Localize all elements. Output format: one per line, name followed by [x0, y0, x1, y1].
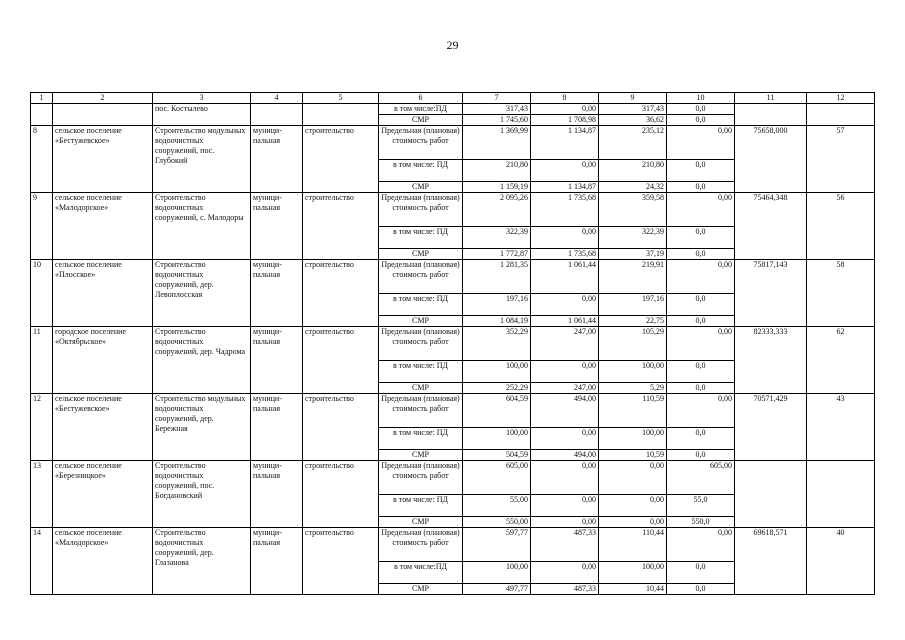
- cell-source-b: 36,62: [599, 115, 667, 126]
- cell-source-c: 0,00: [667, 327, 735, 361]
- cell-total: 100,00: [463, 361, 531, 383]
- cell-source-b: 235,12: [599, 126, 667, 160]
- column-number-10: 10: [667, 93, 735, 104]
- cell-source-c: 0,00: [667, 126, 735, 160]
- column-number-11: 11: [735, 93, 807, 104]
- cell-col12-value: [807, 461, 875, 528]
- cell-source-a: 247,00: [531, 327, 599, 361]
- cell-number: 11: [31, 327, 53, 394]
- column-number-1: 1: [31, 93, 53, 104]
- column-number-8: 8: [531, 93, 599, 104]
- table-row: [31, 126, 875, 160]
- cell-source-c: 0,00: [667, 193, 735, 227]
- cell-total: 1 159,19: [463, 182, 531, 193]
- cell-total: 197,16: [463, 294, 531, 316]
- table-row: [31, 260, 875, 294]
- cell-source-c: 0,0: [667, 428, 735, 450]
- table-row: [31, 528, 875, 562]
- cell-col12-value: 57: [807, 126, 875, 193]
- cell-source-a: 1 134,87: [531, 126, 599, 160]
- cell-indicator: СМР: [379, 182, 463, 193]
- table-row: [31, 193, 875, 227]
- cell-source-a: 247,00: [531, 383, 599, 394]
- cell-source-a: 0,00: [531, 104, 599, 115]
- cell-source-b: 10,59: [599, 450, 667, 461]
- cell-source-c: 0,0: [667, 361, 735, 383]
- cell-source-b: 197,16: [599, 294, 667, 316]
- column-number-2: 2: [53, 93, 153, 104]
- cell-source-c: 0,0: [667, 115, 735, 126]
- cell-source-b: 0,00: [599, 495, 667, 517]
- cell-source-b: 0,00: [599, 461, 667, 495]
- cell-source-b: 110,44: [599, 528, 667, 562]
- cell-total: 317,43: [463, 104, 531, 115]
- cell-source-a: 0,00: [531, 227, 599, 249]
- cell-indicator: в том числе: ПД: [379, 227, 463, 249]
- cell-indicator: Предельная (плановая) стоимость работ: [379, 528, 463, 562]
- cell-source-a: 487,33: [531, 528, 599, 562]
- cell-settlement: сельское поселение «Малодорское»: [53, 193, 153, 260]
- cell-source-a: 487,33: [531, 584, 599, 595]
- cell-object: Строительство водоочистных сооружений, дер. Левоплосская: [153, 260, 251, 327]
- cell-total: 252,29: [463, 383, 531, 394]
- cell-source-c: 550,0: [667, 517, 735, 528]
- cell-source-c: 0,0: [667, 182, 735, 193]
- cell-source-a: 0,00: [531, 361, 599, 383]
- cell-source-b: 37,19: [599, 249, 667, 260]
- cell-source-a: 1 134,87: [531, 182, 599, 193]
- cell-number: 12: [31, 394, 53, 461]
- cell-indicator: в том числе: ПД: [379, 160, 463, 182]
- cell-source-a: 0,00: [531, 517, 599, 528]
- cell-source-b: 322,39: [599, 227, 667, 249]
- cell-indicator: Предельная (плановая) стоимость работ: [379, 327, 463, 361]
- cell-indicator: в том числе:ПД: [379, 562, 463, 584]
- table-row: [31, 104, 875, 115]
- cell-source-c: 0,0: [667, 562, 735, 584]
- cell-total: 550,00: [463, 517, 531, 528]
- cell-number: 13: [31, 461, 53, 528]
- cell-total: 504,59: [463, 450, 531, 461]
- cell-indicator: СМР: [379, 517, 463, 528]
- cell-ownership: муници- пальная: [251, 193, 303, 260]
- cell-source-b: 22,75: [599, 316, 667, 327]
- cell-source-b: 5,29: [599, 383, 667, 394]
- cell-settlement: сельское поселение «Малодорское»: [53, 528, 153, 595]
- cell-source-b: 317,43: [599, 104, 667, 115]
- cell-source-b: 0,00: [599, 517, 667, 528]
- cell-source-b: 105,29: [599, 327, 667, 361]
- cell-ownership: муници- пальная: [251, 126, 303, 193]
- table-row: [31, 327, 875, 361]
- cell-settlement: городское поселение «Октябрьское»: [53, 327, 153, 394]
- cell-col11-value: 82333,333: [735, 327, 807, 394]
- cell-object: Строительство модульных водоочистных сооружений, дер. Бережная: [153, 394, 251, 461]
- cell-object: Строительство водоочистных сооружений, пос. Богдановский: [153, 461, 251, 528]
- cell-indicator: Предельная (плановая) стоимость работ: [379, 394, 463, 428]
- cell-source-c: 0,0: [667, 584, 735, 595]
- cell-total: 1 772,87: [463, 249, 531, 260]
- cell-source-a: 0,00: [531, 461, 599, 495]
- cell-number: 14: [31, 528, 53, 595]
- cell-work-type: строительство: [303, 126, 379, 193]
- table-row: [31, 394, 875, 428]
- cell-total: 497,77: [463, 584, 531, 595]
- cell-work-type: строительство: [303, 193, 379, 260]
- cell-source-c: 0,00: [667, 260, 735, 294]
- cell-col11-value: 75464,348: [735, 193, 807, 260]
- cell-source-c: 55,0: [667, 495, 735, 517]
- cell-total: 322,39: [463, 227, 531, 249]
- cell-source-b: 359,58: [599, 193, 667, 227]
- cell-col5: [303, 104, 379, 126]
- cell-source-c: 0,0: [667, 450, 735, 461]
- cell-indicator: в том числе: ПД: [379, 428, 463, 450]
- cell-work-type: строительство: [303, 394, 379, 461]
- cell-col12-value: 43: [807, 394, 875, 461]
- cell-source-a: 1 061,44: [531, 260, 599, 294]
- cell-indicator: Предельная (плановая) стоимость работ: [379, 193, 463, 227]
- page-number: 29: [446, 38, 459, 52]
- column-number-4: 4: [251, 93, 303, 104]
- cell-col12-value: 40: [807, 528, 875, 595]
- investment-table: [30, 92, 875, 595]
- cell-source-b: 100,00: [599, 428, 667, 450]
- cell-work-type: строительство: [303, 327, 379, 394]
- cell-col11-value: 70571,429: [735, 394, 807, 461]
- cell-indicator: СМР: [379, 249, 463, 260]
- cell-settlement: сельское поселение «Березницкое»: [53, 461, 153, 528]
- cell-total: 210,80: [463, 160, 531, 182]
- cell-source-c: 0,0: [667, 383, 735, 394]
- cell-number: 8: [31, 126, 53, 193]
- cell-total: 1 369,99: [463, 126, 531, 160]
- cell-source-c: 605,00: [667, 461, 735, 495]
- cell-indicator: СМР: [379, 316, 463, 327]
- cell-source-b: 100,00: [599, 562, 667, 584]
- column-number-5: 5: [303, 93, 379, 104]
- cell-col12-value: 58: [807, 260, 875, 327]
- cell-indicator: Предельная (плановая) стоимость работ: [379, 126, 463, 160]
- cell-ownership: муници- пальная: [251, 327, 303, 394]
- cell-object: Строительство водоочистных сооружений, дер. Глазанова: [153, 528, 251, 595]
- cell-source-a: 0,00: [531, 495, 599, 517]
- cell-source-a: 1 708,98: [531, 115, 599, 126]
- cell-col12-value: 62: [807, 327, 875, 394]
- column-number-12: 12: [807, 93, 875, 104]
- column-number-3: 3: [153, 93, 251, 104]
- cell-work-type: строительство: [303, 260, 379, 327]
- cell-indicator: СМР: [379, 584, 463, 595]
- cell-number: 9: [31, 193, 53, 260]
- cell-settlement: сельское поселение «Плосское»: [53, 260, 153, 327]
- cell-total: 597,77: [463, 528, 531, 562]
- column-number-6: 6: [379, 93, 463, 104]
- cell-object: Строительство модульных водоочистных сооружений, пос. Глубокий: [153, 126, 251, 193]
- cell-source-c: 0,0: [667, 316, 735, 327]
- cell-total: 55,00: [463, 495, 531, 517]
- cell-source-b: 210,80: [599, 160, 667, 182]
- cell-work-type: строительство: [303, 461, 379, 528]
- cell-source-a: 0,00: [531, 160, 599, 182]
- table-row: [31, 461, 875, 495]
- cell-total: 352,29: [463, 327, 531, 361]
- cell-source-c: 0,00: [667, 394, 735, 428]
- cell-work-type: строительство: [303, 528, 379, 595]
- cell-total: 1 281,35: [463, 260, 531, 294]
- cell-ownership: муници- пальная: [251, 528, 303, 595]
- cell-col12-value: 56: [807, 193, 875, 260]
- cell-source-b: 24,32: [599, 182, 667, 193]
- cell-indicator: в том числе: ПД: [379, 495, 463, 517]
- cell-total: 100,00: [463, 562, 531, 584]
- cell-object: Строительство водоочистных сооружений, с. Малодоры: [153, 193, 251, 260]
- cell-source-a: 0,00: [531, 562, 599, 584]
- cell-source-c: 0,0: [667, 294, 735, 316]
- cell-ownership: муници- пальная: [251, 260, 303, 327]
- cell-indicator: СМР: [379, 450, 463, 461]
- cell-col11: [735, 104, 807, 126]
- column-number-row: [31, 93, 875, 104]
- cell-source-b: 110,59: [599, 394, 667, 428]
- cell-col12: [807, 104, 875, 126]
- cell-ownership: муници- пальная: [251, 394, 303, 461]
- cell-source-c: 0,0: [667, 227, 735, 249]
- cell-source-a: 494,00: [531, 450, 599, 461]
- cell-source-a: 0,00: [531, 428, 599, 450]
- cell-total: 605,00: [463, 461, 531, 495]
- cell-col11-value: 75817,143: [735, 260, 807, 327]
- cell-source-c: 0,00: [667, 528, 735, 562]
- cell-source-b: 100,00: [599, 361, 667, 383]
- cell-source-b: 10,44: [599, 584, 667, 595]
- cell-source-a: 494,00: [531, 394, 599, 428]
- cell-col1: [31, 104, 53, 126]
- cell-indicator: в том числе: ПД: [379, 294, 463, 316]
- cell-total: 2 095,26: [463, 193, 531, 227]
- cell-source-c: 0,0: [667, 249, 735, 260]
- cell-indicator: в том числе:ПД: [379, 104, 463, 115]
- cell-ownership: муници- пальная: [251, 461, 303, 528]
- cell-source-c: 0,0: [667, 160, 735, 182]
- cell-source-a: 1 735,68: [531, 249, 599, 260]
- cell-source-b: 219,91: [599, 260, 667, 294]
- cell-total: 604,59: [463, 394, 531, 428]
- cell-source-a: 1 061,44: [531, 316, 599, 327]
- cell-col11-value: 75658,000: [735, 126, 807, 193]
- cell-settlement: сельское поселение «Бестужевское»: [53, 394, 153, 461]
- cell-object: Строительство водоочистных сооружений, дер. Чадрома: [153, 327, 251, 394]
- cell-indicator: Предельная (плановая) стоимость работ: [379, 260, 463, 294]
- cell-indicator: в том числе: ПД: [379, 361, 463, 383]
- cell-source-a: 0,00: [531, 294, 599, 316]
- column-number-9: 9: [599, 93, 667, 104]
- cell-indicator: Предельная (плановая) стоимость работ: [379, 461, 463, 495]
- cell-col11-value: [735, 461, 807, 528]
- column-number-7: 7: [463, 93, 531, 104]
- cell-col2: [53, 104, 153, 126]
- cell-total: 1 745,60: [463, 115, 531, 126]
- cell-source-c: 0,0: [667, 104, 735, 115]
- cell-object: пос. Костылево: [153, 104, 251, 126]
- cell-number: 10: [31, 260, 53, 327]
- cell-total: 100,00: [463, 428, 531, 450]
- cell-total: 1 084,19: [463, 316, 531, 327]
- cell-indicator: СМР: [379, 383, 463, 394]
- cell-settlement: сельское поселение «Бестужевское»: [53, 126, 153, 193]
- cell-indicator: СМР: [379, 115, 463, 126]
- cell-source-a: 1 735,68: [531, 193, 599, 227]
- cell-col11-value: 69618,571: [735, 528, 807, 595]
- cell-col4: [251, 104, 303, 126]
